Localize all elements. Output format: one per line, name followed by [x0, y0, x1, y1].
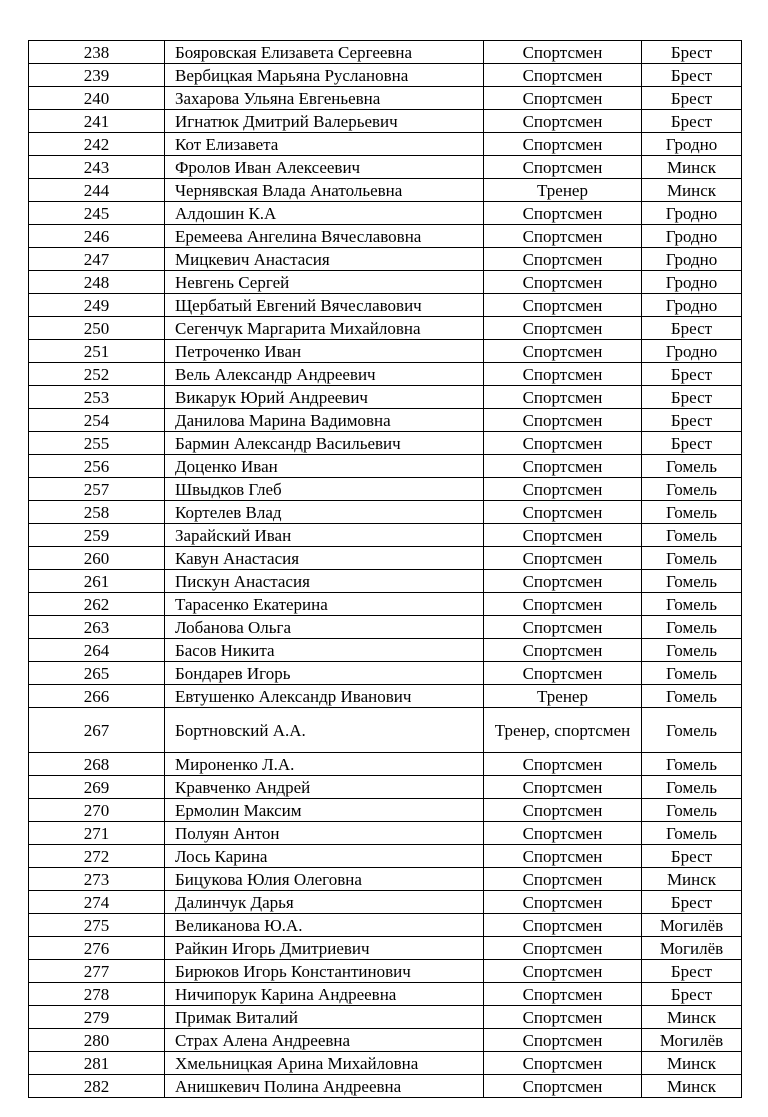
participant-name: Кот Елизавета	[165, 133, 484, 156]
row-number: 256	[29, 455, 165, 478]
participant-city: Брест	[642, 386, 742, 409]
participant-name: Великанова Ю.А.	[165, 914, 484, 937]
table-row	[29, 41, 742, 64]
table-row	[29, 455, 742, 478]
participant-role: Спортсмен	[484, 1052, 642, 1075]
participant-role: Тренер, спортсмен	[484, 708, 642, 753]
table-row	[29, 478, 742, 501]
row-number: 273	[29, 868, 165, 891]
row-number: 241	[29, 110, 165, 133]
row-number: 276	[29, 937, 165, 960]
participant-role: Спортсмен	[484, 317, 642, 340]
row-number: 265	[29, 662, 165, 685]
participant-city: Брест	[642, 317, 742, 340]
table-row	[29, 1006, 742, 1029]
participant-city: Гомель	[642, 753, 742, 776]
participant-name: Тарасенко Екатерина	[165, 593, 484, 616]
participant-city: Гомель	[642, 799, 742, 822]
participant-role: Спортсмен	[484, 868, 642, 891]
row-number: 240	[29, 87, 165, 110]
participant-city: Гомель	[642, 547, 742, 570]
participant-name: Пискун Анастасия	[165, 570, 484, 593]
participant-name: Бондарев Игорь	[165, 662, 484, 685]
row-number: 250	[29, 317, 165, 340]
participant-role: Спортсмен	[484, 110, 642, 133]
table-row	[29, 570, 742, 593]
participant-city: Гомель	[642, 685, 742, 708]
table-row	[29, 225, 742, 248]
participant-name: Лось Карина	[165, 845, 484, 868]
participant-role: Спортсмен	[484, 501, 642, 524]
table-row	[29, 822, 742, 845]
participant-role: Спортсмен	[484, 960, 642, 983]
participant-city: Минск	[642, 179, 742, 202]
participant-city: Гомель	[642, 593, 742, 616]
participant-name: Мицкевич Анастасия	[165, 248, 484, 271]
row-number: 275	[29, 914, 165, 937]
table-row	[29, 271, 742, 294]
table-row	[29, 294, 742, 317]
table-row	[29, 937, 742, 960]
participant-name: Викарук Юрий Андреевич	[165, 386, 484, 409]
participant-name: Захарова Ульяна Евгеньевна	[165, 87, 484, 110]
table-row	[29, 64, 742, 87]
row-number: 254	[29, 409, 165, 432]
row-number: 253	[29, 386, 165, 409]
table-row	[29, 133, 742, 156]
participant-role: Тренер	[484, 179, 642, 202]
participant-role: Спортсмен	[484, 1029, 642, 1052]
participant-name: Петроченко Иван	[165, 340, 484, 363]
table-row	[29, 386, 742, 409]
table-row	[29, 317, 742, 340]
participant-city: Гомель	[642, 570, 742, 593]
participant-role: Спортсмен	[484, 248, 642, 271]
participant-city: Брест	[642, 64, 742, 87]
row-number: 267	[29, 708, 165, 753]
row-number: 278	[29, 983, 165, 1006]
participant-role: Спортсмен	[484, 1075, 642, 1098]
table-row	[29, 593, 742, 616]
participant-role: Спортсмен	[484, 776, 642, 799]
participant-city: Гомель	[642, 822, 742, 845]
row-number: 272	[29, 845, 165, 868]
table-row	[29, 845, 742, 868]
row-number: 249	[29, 294, 165, 317]
participant-role: Спортсмен	[484, 202, 642, 225]
participant-role: Спортсмен	[484, 822, 642, 845]
table-row	[29, 662, 742, 685]
participant-role: Спортсмен	[484, 914, 642, 937]
participant-city: Брест	[642, 110, 742, 133]
participant-name: Бирюков Игорь Константинович	[165, 960, 484, 983]
row-number: 244	[29, 179, 165, 202]
row-number: 259	[29, 524, 165, 547]
row-number: 258	[29, 501, 165, 524]
participant-role: Спортсмен	[484, 983, 642, 1006]
row-number: 260	[29, 547, 165, 570]
participant-name: Примак Виталий	[165, 1006, 484, 1029]
participant-role: Спортсмен	[484, 455, 642, 478]
table-row	[29, 708, 742, 753]
participant-name: Фролов Иван Алексеевич	[165, 156, 484, 179]
participant-name: Ермолин Максим	[165, 799, 484, 822]
participant-city: Брест	[642, 87, 742, 110]
participant-city: Гомель	[642, 708, 742, 753]
participant-city: Брест	[642, 432, 742, 455]
participant-city: Минск	[642, 1052, 742, 1075]
participant-city: Минск	[642, 1006, 742, 1029]
participant-name: Бармин Александр Васильевич	[165, 432, 484, 455]
participant-city: Брест	[642, 41, 742, 64]
participant-city: Гродно	[642, 248, 742, 271]
row-number: 280	[29, 1029, 165, 1052]
participant-name: Зарайский Иван	[165, 524, 484, 547]
participant-name: Бояровская Елизавета Сергеевна	[165, 41, 484, 64]
participant-city: Брест	[642, 960, 742, 983]
table-row	[29, 340, 742, 363]
participant-city: Брест	[642, 983, 742, 1006]
participant-role: Спортсмен	[484, 294, 642, 317]
participant-city: Минск	[642, 156, 742, 179]
table-row	[29, 524, 742, 547]
table-row	[29, 799, 742, 822]
row-number: 262	[29, 593, 165, 616]
participant-city: Гомель	[642, 501, 742, 524]
participant-role: Спортсмен	[484, 64, 642, 87]
row-number: 268	[29, 753, 165, 776]
participant-role: Спортсмен	[484, 409, 642, 432]
row-number: 282	[29, 1075, 165, 1098]
participant-name: Кортелев Влад	[165, 501, 484, 524]
row-number: 270	[29, 799, 165, 822]
table-row	[29, 547, 742, 570]
table-row	[29, 156, 742, 179]
row-number: 252	[29, 363, 165, 386]
row-number: 274	[29, 891, 165, 914]
participant-city: Гомель	[642, 524, 742, 547]
table-row	[29, 868, 742, 891]
participant-city: Минск	[642, 868, 742, 891]
participant-role: Спортсмен	[484, 225, 642, 248]
table-row	[29, 891, 742, 914]
table-row	[29, 616, 742, 639]
participant-name: Бицукова Юлия Олеговна	[165, 868, 484, 891]
table-row	[29, 501, 742, 524]
table-row	[29, 914, 742, 937]
participant-role: Спортсмен	[484, 478, 642, 501]
table-row	[29, 248, 742, 271]
participant-role: Спортсмен	[484, 616, 642, 639]
participant-role: Спортсмен	[484, 570, 642, 593]
participant-role: Спортсмен	[484, 340, 642, 363]
participant-city: Гомель	[642, 662, 742, 685]
participants-table	[28, 40, 742, 1098]
participant-name: Данилова Марина Вадимовна	[165, 409, 484, 432]
participant-role: Спортсмен	[484, 753, 642, 776]
row-number: 239	[29, 64, 165, 87]
participant-name: Невгень Сергей	[165, 271, 484, 294]
participant-city: Гродно	[642, 340, 742, 363]
participant-role: Спортсмен	[484, 662, 642, 685]
participant-name: Лобанова Ольга	[165, 616, 484, 639]
participant-city: Гомель	[642, 455, 742, 478]
participant-name: Ничипорук Карина Андреевна	[165, 983, 484, 1006]
participant-name: Доценко Иван	[165, 455, 484, 478]
table-row	[29, 179, 742, 202]
participant-name: Щербатый Евгений Вячеславович	[165, 294, 484, 317]
participant-city: Брест	[642, 845, 742, 868]
table-row	[29, 960, 742, 983]
participant-name: Далинчук Дарья	[165, 891, 484, 914]
participant-name: Евтушенко Александр Иванович	[165, 685, 484, 708]
participant-role: Спортсмен	[484, 432, 642, 455]
row-number: 261	[29, 570, 165, 593]
document-page	[28, 40, 741, 1098]
row-number: 263	[29, 616, 165, 639]
participant-name: Райкин Игорь Дмитриевич	[165, 937, 484, 960]
participant-city: Могилёв	[642, 1029, 742, 1052]
participant-city: Гродно	[642, 294, 742, 317]
row-number: 247	[29, 248, 165, 271]
participant-city: Брест	[642, 363, 742, 386]
table-row	[29, 1052, 742, 1075]
table-row	[29, 1029, 742, 1052]
participant-name: Басов Никита	[165, 639, 484, 662]
row-number: 264	[29, 639, 165, 662]
participant-name: Бортновский А.А.	[165, 708, 484, 753]
participant-name: Мироненко Л.А.	[165, 753, 484, 776]
participant-name: Анишкевич Полина Андреевна	[165, 1075, 484, 1098]
participant-city: Могилёв	[642, 937, 742, 960]
table-row	[29, 753, 742, 776]
row-number: 251	[29, 340, 165, 363]
participant-role: Спортсмен	[484, 41, 642, 64]
row-number: 238	[29, 41, 165, 64]
participant-role: Спортсмен	[484, 593, 642, 616]
participant-role: Спортсмен	[484, 133, 642, 156]
row-number: 245	[29, 202, 165, 225]
row-number: 269	[29, 776, 165, 799]
row-number: 277	[29, 960, 165, 983]
participant-name: Сегенчук Маргарита Михайловна	[165, 317, 484, 340]
participant-name: Хмельницкая Арина Михайловна	[165, 1052, 484, 1075]
participant-name: Чернявская Влада Анатольевна	[165, 179, 484, 202]
participant-city: Гродно	[642, 133, 742, 156]
participant-name: Страх Алена Андреевна	[165, 1029, 484, 1052]
participant-name: Вель Александр Андреевич	[165, 363, 484, 386]
participant-role: Спортсмен	[484, 156, 642, 179]
participant-city: Гомель	[642, 776, 742, 799]
table-row	[29, 363, 742, 386]
table-row	[29, 639, 742, 662]
participant-role: Спортсмен	[484, 524, 642, 547]
participant-city: Брест	[642, 891, 742, 914]
participant-name: Кавун Анастасия	[165, 547, 484, 570]
participant-city: Гродно	[642, 202, 742, 225]
table-row	[29, 87, 742, 110]
row-number: 281	[29, 1052, 165, 1075]
participant-city: Могилёв	[642, 914, 742, 937]
participant-city: Гродно	[642, 225, 742, 248]
participant-role: Спортсмен	[484, 363, 642, 386]
participant-city: Гомель	[642, 639, 742, 662]
participant-role: Спортсмен	[484, 845, 642, 868]
participant-role: Спортсмен	[484, 891, 642, 914]
table-row	[29, 432, 742, 455]
row-number: 266	[29, 685, 165, 708]
table-body	[29, 41, 742, 1098]
participant-name: Алдошин К.А	[165, 202, 484, 225]
table-row	[29, 409, 742, 432]
participant-city: Минск	[642, 1075, 742, 1098]
row-number: 246	[29, 225, 165, 248]
participant-name: Полуян Антон	[165, 822, 484, 845]
participant-role: Спортсмен	[484, 1006, 642, 1029]
participant-city: Гомель	[642, 616, 742, 639]
participant-name: Еремеева Ангелина Вячеславовна	[165, 225, 484, 248]
row-number: 271	[29, 822, 165, 845]
participant-name: Игнатюк Дмитрий Валерьевич	[165, 110, 484, 133]
participant-role: Спортсмен	[484, 639, 642, 662]
table-row	[29, 983, 742, 1006]
row-number: 279	[29, 1006, 165, 1029]
table-row	[29, 776, 742, 799]
participant-name: Вербицкая Марьяна Руслановна	[165, 64, 484, 87]
table-row	[29, 110, 742, 133]
participant-role: Спортсмен	[484, 386, 642, 409]
table-row	[29, 685, 742, 708]
table-row	[29, 202, 742, 225]
participant-city: Гомель	[642, 478, 742, 501]
participant-role: Спортсмен	[484, 799, 642, 822]
participant-role: Спортсмен	[484, 87, 642, 110]
row-number: 257	[29, 478, 165, 501]
participant-role: Спортсмен	[484, 271, 642, 294]
row-number: 243	[29, 156, 165, 179]
participant-role: Спортсмен	[484, 547, 642, 570]
row-number: 255	[29, 432, 165, 455]
row-number: 248	[29, 271, 165, 294]
participant-city: Гродно	[642, 271, 742, 294]
participant-name: Кравченко Андрей	[165, 776, 484, 799]
participant-role: Тренер	[484, 685, 642, 708]
participant-city: Брест	[642, 409, 742, 432]
row-number: 242	[29, 133, 165, 156]
participant-name: Швыдков Глеб	[165, 478, 484, 501]
participant-role: Спортсмен	[484, 937, 642, 960]
table-row	[29, 1075, 742, 1098]
